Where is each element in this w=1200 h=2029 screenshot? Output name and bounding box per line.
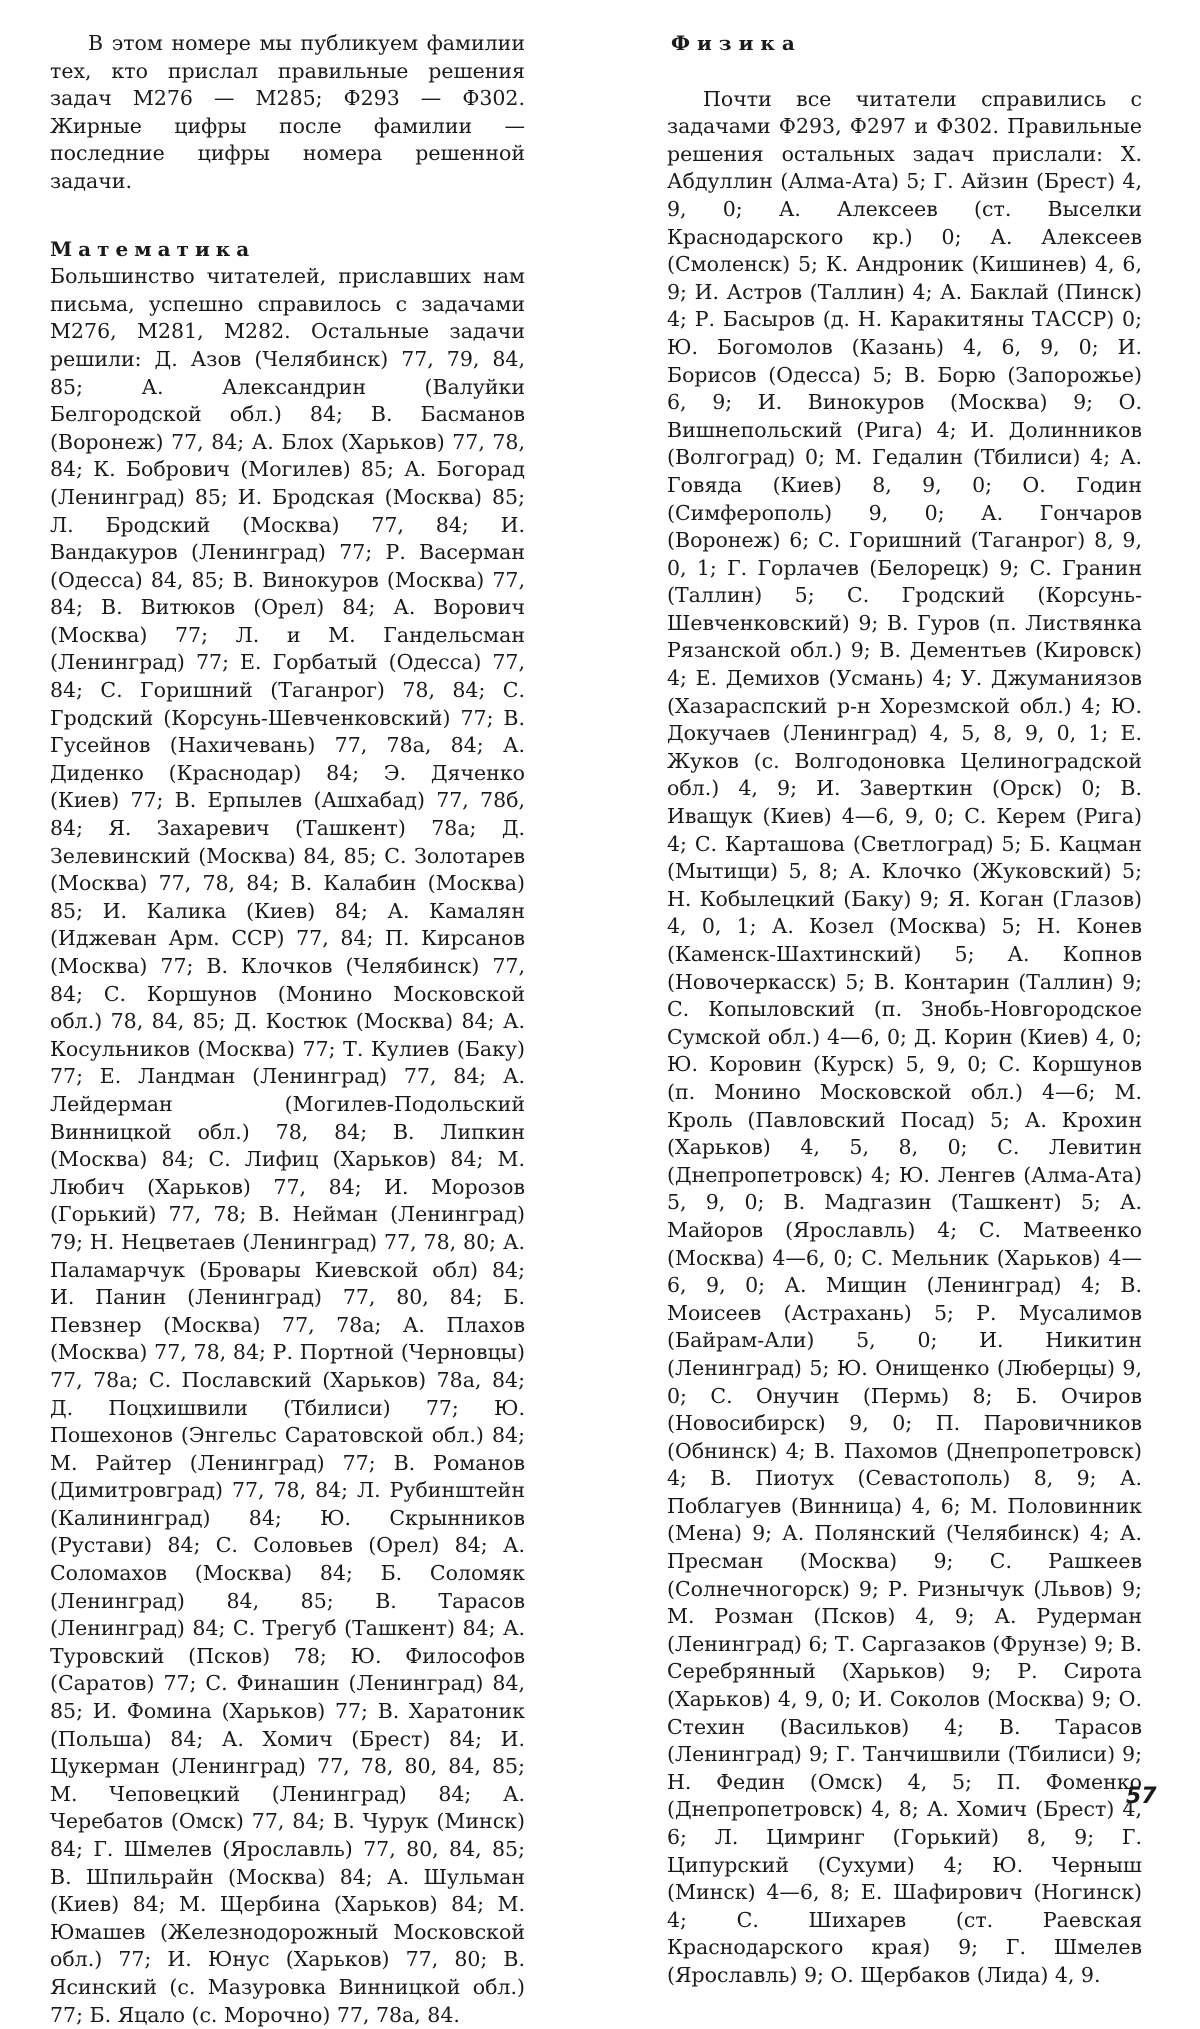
intro-paragraph: В этом номере мы публикуем фамилии тех, кто прислал правильные решения задач М276 — М285; Ф293 — Ф302. Жирные цифры после фамилии — последние цифры номера решенной задачи. bbox=[50, 31, 525, 193]
physics-title: Физика bbox=[671, 31, 802, 55]
right-column bbox=[667, 30, 1142, 1990]
page-number: 57 bbox=[1126, 1784, 1157, 1809]
physics-paragraph: Почти все читатели справились с задачами Ф293, Ф297 и Ф302. Правильные решения остальных задач прислали: Х. Абдуллин (Алма-Ата) 5; Г. Айзин (Брест) 4, 9, 0; А. Алексеев (ст. Выселки Краснодарского кр.) 0; А. Алексеев (Смоленск) 5; К. Андроник (Кишинев) 4, 6, 9; И. Астров (Таллин) 4; А. Баклай (Пинск) 4; Р. Басыров (д. Н. Каракитяны ТАССР) 0; Ю. Богомолов (Казань) 4, 6, 9, 0; И. Борисов (Одесса) 5; В. Борю (Запорожье) 6, 9; И. Винокуров (Москва) 9; О. Вишнепольский (Рига) 4; И. Долинников (Волгоград) 0; М. Гедалин (Тбилиси) 4; А. Говяда (Киев) 8, 9, 0; О. Годин (Симферополь) 9, 0; А. Гончаров (Воронеж) 6; С. Горишний (Таганрог) 8, 9, 0, 1; Г. Горлачев (Белорецк) 9; С. Гранин (Таллин) 5; С. Гродский (Корсунь-Шевченковский) 9; В. Гуров (п. Листвянка Рязанской обл.) 9; В. Дементьев (Кировск) 4; Е. Демихов (Усмань) 4; У. Джуманиязов (Хазараспский р-н Хорезмской обл.) 4; Ю. Докучаев (Ленинград) 4, 5, 8, 9, 0, 1; Е. Жуков (с. Волгодоновка Целиноградской обл.) 4, 9; И. Заверткин (Орск) 0; В. Иващук (Киев) 4—6, 9, 0; С. Керем (Рига) 4; С. Карташова (Светлоград) 5; Б. Кацман (Мытищи) 5, 8; А. Клочко (Жуковский) 5; Н. Кобылецкий (Баку) 9; Я. Коган (Глазов) 4, 0, 1; А. Козел (Москва) 5; Н. Конев (Каменск-Шахтинский) 5; А. Копнов (Новочеркасск) 5; В. Контарин (Таллин) 9; С. Копыловский (п. Знобь-Новгородское Сумской обл.) 4—6, 0; Д. Корин (Киев) 4, 0; Ю. Коровин (Курск) 5, 9, 0; С. Коршунов (п. Монино Московской обл.) 4—6; М. Кроль (Павловский Посад) 5; А. Крохин (Харьков) 4, 5, 8, 0; С. Левитин (Днепропетровск) 4; Ю. Ленгев (Алма-Ата) 5, 9, 0; В. Мадгазин (Ташкент) 5; А. Майоров (Ярославль) 4; С. Матвеенко (Москва) 4—6, 0; С. Мельник (Харьков) 4—6, 9, 0; А. Мищин (Ленинград) 4; В. Моисеев (Астрахань) 5; Р. Мусалимов (Байрам-Али) 5, 0; И. Никитин (Ленинград) 5; Ю. Онищенко (Люберцы) 9, 0; С. Онучин (Пермь) 8; Б. Очиров (Новосибирск) 9, 0; П. Паровичников (Обнинск) 4; В. Пахомов (Днепропетровск) 4; В. Пиотух (Севастополь) 8, 9; А. Поблагуев (Винница) 4, 6; М. Половинник (Мена) 9; А. Полянский (Челябинск) 4; А. Пресман (Москва) 9; С. Рашкеев (Солнечногорск) 9; Р. Ризнычук (Львов) 9; М. Розман (Псков) 4, 9; А. Рудерман (Ленинград) 6; Т. Саргазаков (Фрунзе) 9; В. Серебрянный (Харьков) 9; Р. Сирота (Харьков) 4, 9, 0; И. Соколов (Москва) 9; О. Стехин (Васильков) 4; В. Тарасов (Ленинград) 9; Г. Танчишвили (Тбилиси) 9; Н. Федин (Омск) 4, 5; П. Фоменко (Днепропетровск) 4, 8; А. Хомич (Брест) 4, 6; Л. Цимринг (Горький) 8, 9; Г. Ципурский (Сухуми) 4; Ю. Черныш (Минск) 4—6, 8; Е. Шафирович (Ногинск) 4; С. Шихарев (ст. Раевская Краснодарского края) 9; Г. Шмелев (Ярославль) 9; О. Щербаков (Лида) 4, 9. bbox=[667, 86, 1142, 1987]
spacer bbox=[50, 196, 525, 236]
mathematics-paragraph: Большинство читателей, приславших нам письма, успешно справилось с задачами М276, М281, М282. Остальные задачи решили: Д. Азов (Челябинск) 77, 79, 84, 85; А. Александрин (Валуйки Белгородской обл.) 84; В. Басманов (Воронеж) 77, 84; А. Блох (Харьков) 77, 78, 84; К. Бобрович (Могилев) 85; А. Богорад (Ленинград) 85; И. Бродская (Москва) 85; Л. Бродский (Москва) 77, 84; И. Вандакуров (Ленинград) 77; Р. Васерман (Одесса) 84, 85; В. Винокуров (Москва) 77, 84; В. Витюков (Орел) 84; А. Ворович (Москва) 77; Л. и М. Гандельсман (Ленинград) 77; Е. Горбатый (Одесса) 77, 84; С. Горишний (Таганрог) 78, 84; С. Гродский (Корсунь-Шевченковский) 77; В. Гусейнов (Нахичевань) 77, 78а, 84; А. Диденко (Краснодар) 84; Э. Дяченко (Киев) 77; В. Ерпылев (Ашхабад) 77, 78б, 84; Я. Захаревич (Ташкент) 78а; Д. Зелевинский (Москва) 84, 85; С. Золотарев (Москва) 77, 78, 84; В. Калабин (Москва) 85; И. Калика (Киев) 84; А. Камалян (Иджеван Арм. ССР) 77, 84; П. Кирсанов (Москва) 77; В. Клочков (Челябинск) 77, 84; С. Коршунов (Монино Московской обл.) 78, 84, 85; Д. Костюк (Москва) 84; А. Косульников (Москва) 77; Т. Кулиев (Баку) 77; Е. Ландман (Ленинград) 77, 84; А. Лейдерман (Могилев-Подольский Винницкой обл.) 78, 84; В. Липкин (Москва) 84; С. Лифиц (Харьков) 84; М. Любич (Харьков) 77, 84; И. Морозов (Горький) 77, 78; В. Нейман (Ленинград) 79; Н. Нецветаев (Ленинград) 77, 78, 80; А. Паламарчук (Бровары Киевской обл) 84; И. Панин (Ленинград) 77, 80, 84; Б. Певзнер (Москва) 77, 78а; А. Плахов (Москва) 77, 78, 84; Р. Портной (Черновцы) 77, 78а; С. Пославский (Харьков) 78а, 84; Д. Поцхишвили (Тбилиси) 77; Ю. Пошехонов (Энгельс Саратовской обл.) 84; М. Райтер (Ленинград) 77; В. Романов (Димитровград) 77, 78, 84; Л. Рубинштейн (Калининград) 84; Ю. Скрынников (Рустави) 84; С. Соловьев (Орел) 84; А. Соломахов (Москва) 84; Б. Соломяк (Ленинград) 84, 85; В. Тарасов (Ленинград) 84; С. Трегуб (Ташкент) 84; А. Туровский (Псков) 78; Ю. Философов (Саратов) 77; С. Финашин (Ленинград) 84, 85; И. Фомина (Харьков) 77; В. Харатоник (Польша) 84; А. Хомич (Брест) 84; И. Цукерман (Ленинград) 77, 78, 80, 84, 85; М. Чеповецкий (Ленинград) 84; А. Черебатов (Омск) 77, 84; В. Чурук (Минск) 84; Г. Шмелев (Ярославль) 77, 80, 84, 85; В. Шпильрайн (Москва) 84; А. Шульман (Киев) 84; М. Щербина (Харьков) 84; М. Юмашев (Железнодорожный Московской обл.) 77; И. Юнус (Харьков) 77, 80; В. Ясинский (с. Мазуровка Винницкой обл.) 77; Б. Яцало (с. Морочно) 77, 78а, 84. bbox=[50, 264, 525, 2027]
left-column bbox=[50, 30, 525, 2029]
mathematics-title: Математика bbox=[50, 236, 256, 261]
spacer bbox=[667, 58, 1142, 86]
